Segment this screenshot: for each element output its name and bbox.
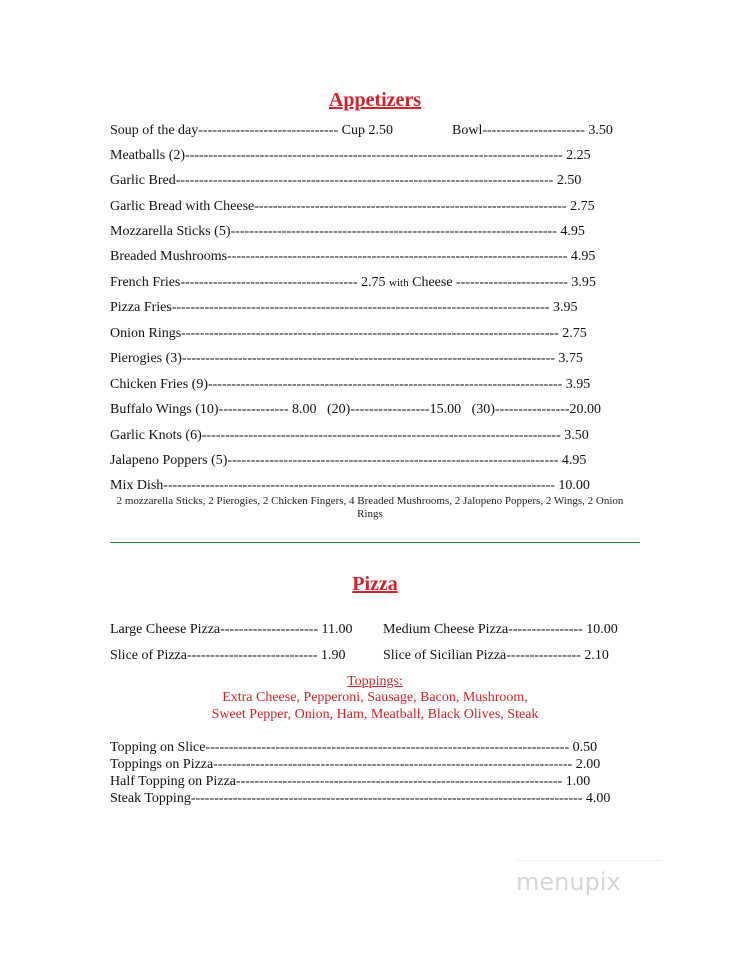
menu-item-slice-of-pizza: Slice of Pizza---------------------------- 1.90 — [110, 648, 346, 663]
menu-item-medium-cheese-pizza: Medium Cheese Pizza---------------- 10.00 — [383, 622, 618, 637]
menu-item-chicken-fries — [110, 376, 630, 394]
menu-item-label: Meatballs (2)--------------------------------------------------------------------------------- 2.25 — [110, 148, 591, 163]
menu-item-garlic-knots — [110, 427, 630, 445]
menu-item-label: Half Topping on Pizza---------------------------------------------------------------------- 1.00 — [110, 774, 591, 789]
menu-item-half-topping — [110, 773, 630, 791]
menu-item-label: Garlic Bread with Cheese------------------------------------------------------------------- 2.75 — [110, 199, 595, 214]
menu-item-steak-topping — [110, 790, 630, 808]
menu-item-label: French Fries-------------------------------------- 2.75 — [110, 275, 390, 290]
menu-item-soup: Soup of the day------------------------------ Cup 2.50 — [110, 123, 393, 138]
menu-item-label: Steak Topping------------------------------------------------------------------------------------ 4.00 — [110, 791, 611, 806]
menu-item-garlic-bread-cheese — [110, 198, 630, 216]
menu-item-label: Buffalo Wings (10)--------------- 8.00 (20)-----------------15.00 (30)----------------20.00 — [110, 402, 602, 417]
menu-item-mozzarella-sticks — [110, 223, 630, 241]
menu-item-label: Breaded Mushrooms------------------------------------------------------------------------- 4.95 — [110, 249, 596, 264]
menu-item-large-cheese-pizza: Large Cheese Pizza--------------------- 11.00 — [110, 622, 353, 637]
menu-item-label: Onion Rings--------------------------------------------------------------------------------- 2.75 — [110, 326, 587, 341]
menu-item-pierogies — [110, 350, 630, 368]
watermark-rule — [516, 860, 661, 862]
menu-item-label: Garlic Bred--------------------------------------------------------------------------------- 2.50 — [110, 173, 582, 188]
menu-item-label: Mix Dish------------------------------------------------------------------------------------ 10.00 — [110, 478, 590, 493]
menu-item-buffalo-wings — [110, 401, 630, 419]
menu-item-mix-dish — [110, 477, 630, 495]
menu-item-label: Topping on Slice------------------------------------------------------------------------------ 0.50 — [110, 740, 598, 755]
menu-item-label: Mozzarella Sticks (5)---------------------------------------------------------------------- 4.95 — [110, 224, 585, 239]
menu-item-cheese-price: Cheese ------------------------ 3.95 — [408, 275, 596, 290]
menu-item-label: Chicken Fries (9)---------------------------------------------------------------------------- 3.95 — [110, 377, 591, 392]
menu-item-jalapeno-poppers — [110, 452, 630, 470]
menu-item-label: Pizza Fries--------------------------------------------------------------------------------- 3.95 — [110, 300, 578, 315]
menu-item-toppings-on-pizza — [110, 756, 630, 774]
menu-item-label: Garlic Knots (6)----------------------------------------------------------------------------- 3.50 — [110, 428, 589, 443]
menu-item-pizza-fries — [110, 299, 630, 317]
menu-item-slice-sicilian: Slice of Sicilian Pizza---------------- 2.10 — [383, 648, 609, 663]
menu-item-breaded-mushrooms — [110, 248, 630, 266]
menu-item-label: Pierogies (3)-------------------------------------------------------------------------------- 3.75 — [110, 351, 583, 366]
appetizers-heading: Appetizers — [328, 89, 422, 111]
toppings-title: Toppings: — [347, 674, 403, 689]
menu-item-french-fries — [110, 274, 630, 292]
menu-item-topping-on-slice — [110, 739, 630, 757]
menu-item-meatballs — [110, 147, 630, 165]
mix-dish-note: 2 mozzarella Sticks, 2 Pierogies, 2 Chicken Fingers, 4 Breaded Mushrooms, 2 Jalopeno Poppers, 2 Wings, 2 Onion Rings — [116, 495, 624, 520]
toppings-list-line2: Sweet Pepper, Onion, Ham, Meatball, Black Olives, Steak — [211, 707, 539, 722]
menu-item-label: Toppings on Pizza----------------------------------------------------------------------------- 2.00 — [110, 757, 601, 772]
section-divider — [110, 542, 640, 543]
toppings-list-line1: Extra Cheese, Pepperoni, Sausage, Bacon, Mushroom, — [222, 690, 528, 705]
menu-item-label: Jalapeno Poppers (5)----------------------------------------------------------------------- 4.95 — [110, 453, 587, 468]
menu-item-soup-bowl: Bowl---------------------- 3.50 — [452, 123, 613, 138]
menu-item-with: with — [389, 277, 409, 289]
menu-item-garlic-bred — [110, 172, 630, 190]
menu-item-onion-rings — [110, 325, 630, 343]
menupix-watermark-logo: menupix — [516, 868, 621, 896]
pizza-heading: Pizza — [352, 573, 398, 595]
